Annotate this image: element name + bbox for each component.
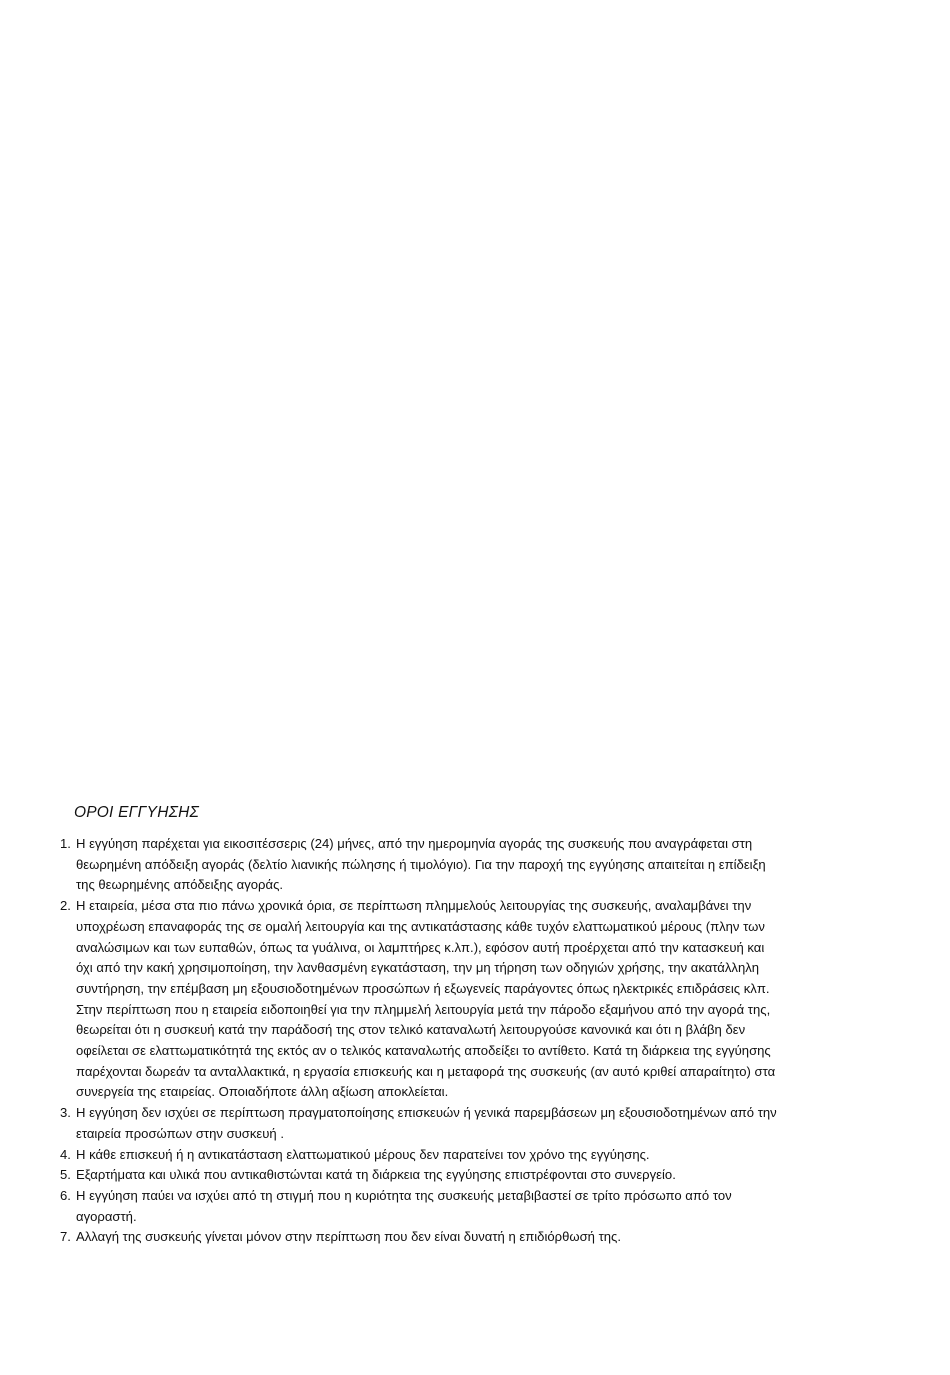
warranty-terms-section (60, 804, 780, 1248)
term-text: Εξαρτήματα και υλικά που αντικαθιστώνται κατά τη διάρκεια της εγγύησης επιστρέφονται στο συνεργείο. (76, 1167, 676, 1183)
term-number: 5. (60, 1167, 71, 1183)
term-number: 3. (60, 1105, 71, 1121)
warranty-terms-list (60, 834, 780, 1248)
term-number: 7. (60, 1229, 71, 1245)
warranty-term-3 (60, 1103, 780, 1144)
warranty-term-6 (60, 1186, 780, 1227)
warranty-term-4 (60, 1145, 780, 1166)
warranty-term-7 (60, 1227, 780, 1248)
term-number: 2. (60, 898, 71, 914)
term-number: 6. (60, 1187, 71, 1203)
term-text: Η εγγύηση δεν ισχύει σε περίπτωση πραγματοποίησης επισκευών ή γενικά παρεμβάσεων μη εξουσιοδοτημένων από την εταιρεία προσώπων στην συσκευή . (76, 1105, 777, 1141)
warranty-title: ΟΡΟΙ ΕΓΓΥΗΣΗΣ (74, 804, 199, 821)
term-text: Η εταιρεία, μέσα στα πιο πάνω χρονικά όρια, σε περίπτωση πλημμελούς λειτουργίας της συσκευής, αναλαμβάνει την υποχρέωση επαναφοράς της σε ομαλή λειτουργία και της αντικατάστασης κάθε τυχόν ελαττωματικού μέρους (πλην των αναλώσιμων και των ευπαθών, όπως τα γυάλινα, οι λαμπτήρες κ.λπ.), εφόσον αυτή προέρχεται από την κατασκευή και όχι από την κακή χρησιμοποίηση, την λανθασμένη εγκατάσταση, την μη τήρηση των οδηγιών χρήσης, την ακατάλληλη συντήρηση, την επέμβαση μη εξουσιοδοτημένων προσώπων ή εξωγενείς παράγοντες όπως ηλεκτρικές επιδράσεις κλπ. Στην περίπτωση που η εταιρεία ειδοποιηθεί για την πλημμελή λειτουργία μετά την πάροδο εξαμήνου από την αγορά της, θεωρείται ότι η συσκευή κατά την παράδοσή της στον τελικό καταναλωτή λειτουργούσε κανονικά και ότι η βλάβη δεν οφείλεται σε ελαττωματικότητά της εκτός αν ο τελικός καταναλωτής αποδείξει το αντίθετο. Κατά τη διάρκεια της εγγύησης παρέχονται δωρεάν τα ανταλλακτικά, η εργασία επισκευής και η μεταφορά της συσκευής (αν αυτό κριθεί απαραίτητο) στα συνεργεία της εταιρείας. Οποιαδήποτε άλλη αξίωση αποκλείεται. (76, 898, 776, 1100)
term-number: 4. (60, 1146, 71, 1162)
warranty-term-2 (60, 896, 780, 1103)
term-text: Η κάθε επισκευή ή η αντικατάσταση ελαττωματικού μέρους δεν παρατείνει τον χρόνο της εγγύησης. (76, 1146, 650, 1162)
warranty-term-5 (60, 1165, 780, 1186)
term-text: Αλλαγή της συσκευής γίνεται μόνον στην περίπτωση που δεν είναι δυνατή η επιδιόρθωσή της. (76, 1229, 621, 1245)
term-text: Η εγγύηση παύει να ισχύει από τη στιγμή που η κυριότητα της συσκευής μεταβιβαστεί σε τρίτο πρόσωπο από τον αγοραστή. (76, 1187, 732, 1224)
warranty-term-1 (60, 834, 780, 896)
term-text: Η εγγύηση παρέχεται για εικοσιτέσσερις (24) μήνες, από την ημερομηνία αγοράς της συσκευής που αναγράφεται στη θεωρημένη απόδειξη αγοράς (δελτίο λιανικής πώλησης ή τιμολόγιο). Για την παροχή της εγγύησης απαιτείται η επίδειξη της θεωρημένης απόδειξης αγοράς. (76, 836, 766, 893)
term-number: 1. (60, 836, 71, 851)
